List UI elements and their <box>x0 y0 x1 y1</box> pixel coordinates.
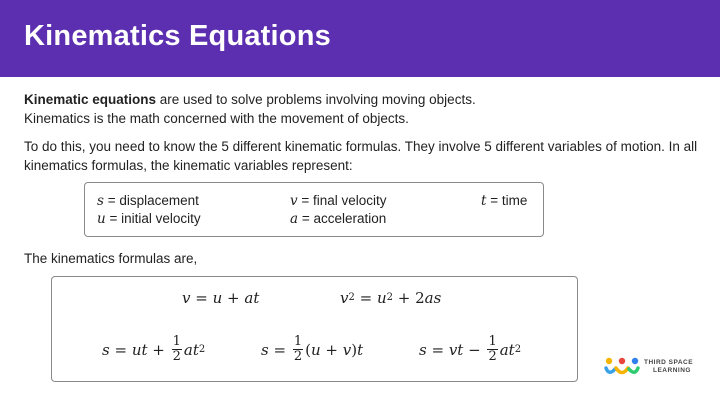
formula-v-squared: v 2 = u 2 + 2 as <box>340 289 442 307</box>
logo-line2: LEARNING <box>653 367 691 374</box>
variable-meaning: = final velocity <box>297 193 387 208</box>
variable-v <box>290 193 387 209</box>
variable-symbol: s <box>97 193 104 209</box>
logo-icon <box>604 356 640 378</box>
header-banner <box>0 0 720 77</box>
logo-line1: THIRD SPACE <box>644 359 694 366</box>
variable-symbol: t <box>481 193 487 209</box>
intro-bold-term: Kinematic equations <box>24 92 157 107</box>
variable-t <box>481 193 527 209</box>
variable-a <box>290 211 386 227</box>
logo-text <box>644 359 693 375</box>
variable-s <box>97 193 199 209</box>
variables-paragraph: To do this, you need to know the 5 different kinematic formulas. They involve 5 different variables of motion. In all kinematics formulas, the kinematic variables represent: <box>24 139 698 173</box>
formulas-intro: The kinematics formulas are, <box>24 251 198 266</box>
variable-symbol: a <box>290 211 299 227</box>
variable-symbol: v <box>290 193 298 209</box>
variable-meaning: = displacement <box>103 193 199 208</box>
variable-symbol: u <box>97 211 106 227</box>
intro-line2: Kinematics is the math concerned with the movement of objects. <box>24 111 409 126</box>
variables-box <box>84 182 544 237</box>
third-space-learning-logo <box>604 356 704 378</box>
intro-line1-rest: are used to solve problems involving moving objects. <box>156 92 476 107</box>
page-title: Kinematics Equations <box>24 20 331 52</box>
formula-s-ut-half-at2: s = ut + $\frac{1}{2}$ at 2 <box>102 334 206 364</box>
intro-paragraph <box>24 90 694 128</box>
formula-v-equals-u-plus-at: v = u + at <box>182 289 260 307</box>
variable-meaning: = acceleration <box>298 211 387 226</box>
variable-meaning: = initial velocity <box>105 211 201 226</box>
formula-s-vt-minus-half-at2: s = vt − $\frac{1}{2}$ at 2 <box>419 334 522 364</box>
variable-meaning: = time <box>486 193 528 208</box>
formulas-box <box>51 276 578 382</box>
variable-u <box>97 211 201 227</box>
formula-s-half-u-plus-v-t: s = $\frac{1}{2}$ ( u + v ) t <box>261 334 364 364</box>
